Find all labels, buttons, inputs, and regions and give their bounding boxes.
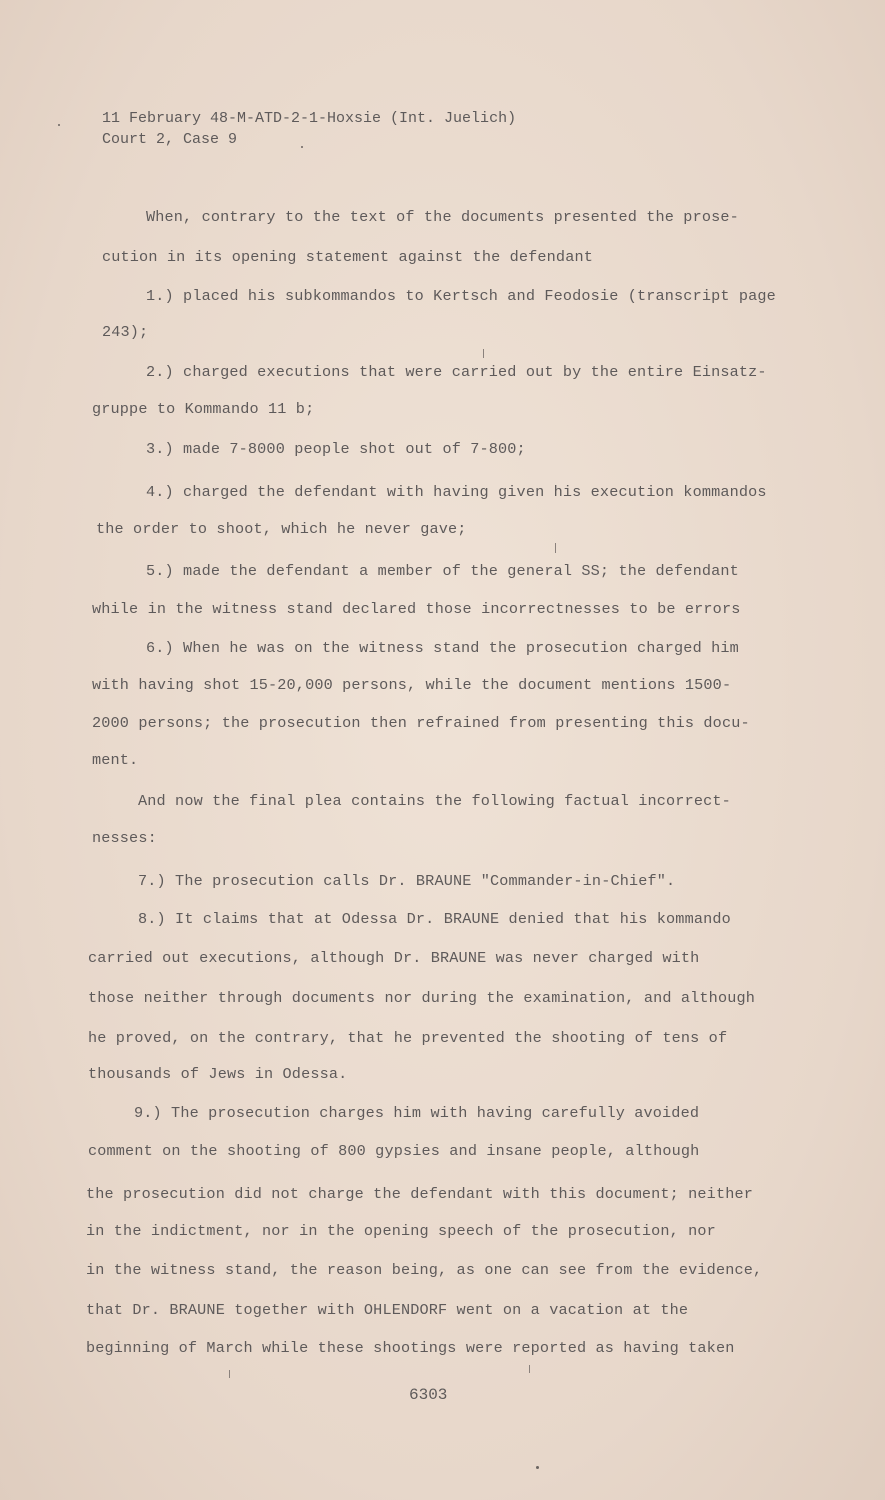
text-line: carried out executions, although Dr. BRAUNE was never charged with xyxy=(88,949,700,967)
text-line: while in the witness stand declared those incorrectnesses to be errors xyxy=(92,600,741,618)
paper-speck xyxy=(536,1466,539,1469)
text-line: that Dr. BRAUNE together with OHLENDORF went on a vacation at the xyxy=(86,1301,689,1319)
text-line: 5.) made the defendant a member of the general SS; the defendant xyxy=(146,562,739,580)
paper-speck xyxy=(58,124,60,126)
text-line: beginning of March while these shootings were reported as having taken xyxy=(86,1339,735,1357)
text-line: nesses: xyxy=(92,829,157,847)
text-line: in the indictment, nor in the opening speech of the prosecution, nor xyxy=(86,1222,716,1240)
text-line: the order to shoot, which he never gave; xyxy=(96,520,467,538)
text-line: 6.) When he was on the witness stand the prosecution charged him xyxy=(146,639,739,657)
text-line: gruppe to Kommando 11 b; xyxy=(92,400,315,418)
paper-mark xyxy=(483,349,484,358)
header-date-line: 11 February 48-M-ATD-2-1-Hoxsie (Int. Juelich) xyxy=(102,110,517,127)
text-line: 2.) charged executions that were carried out by the entire Einsatz- xyxy=(146,363,767,381)
text-line: those neither through documents nor during the examination, and although xyxy=(88,989,756,1007)
text-line: cution in its opening statement against the defendant xyxy=(102,248,593,266)
text-line: 4.) charged the defendant with having given his execution kommandos xyxy=(146,483,767,501)
paper-mark xyxy=(529,1365,530,1373)
page-number: 6303 xyxy=(409,1386,448,1404)
text-line: 2000 persons; the prosecution then refrained from presenting this docu- xyxy=(92,714,750,732)
text-line: he proved, on the contrary, that he prevented the shooting of tens of xyxy=(88,1029,728,1047)
paper-mark xyxy=(229,1370,230,1378)
text-line: 9.) The prosecution charges him with having carefully avoided xyxy=(134,1104,700,1122)
text-line: comment on the shooting of 800 gypsies and insane people, although xyxy=(88,1142,700,1160)
text-line: When, contrary to the text of the documents presented the prose- xyxy=(146,208,739,226)
text-line: in the witness stand, the reason being, as one can see from the evidence, xyxy=(86,1261,763,1279)
text-line: 243); xyxy=(102,323,149,341)
paper-speck xyxy=(301,146,303,148)
document-header xyxy=(102,108,516,150)
text-line: ment. xyxy=(92,751,139,769)
header-court-line: Court 2, Case 9 xyxy=(102,131,238,148)
text-line: 3.) made 7-8000 people shot out of 7-800; xyxy=(146,440,526,458)
text-line: 1.) placed his subkommandos to Kertsch and Feodosie (transcript page xyxy=(146,287,776,305)
text-line: And now the final plea contains the following factual incorrect- xyxy=(138,792,731,810)
text-line: with having shot 15-20,000 persons, while the document mentions 1500- xyxy=(92,676,732,694)
paper-mark xyxy=(555,543,556,553)
text-line: 8.) It claims that at Odessa Dr. BRAUNE denied that his kommando xyxy=(138,910,731,928)
text-line: thousands of Jews in Odessa. xyxy=(88,1065,348,1083)
text-line: the prosecution did not charge the defendant with this document; neither xyxy=(86,1185,754,1203)
text-line: 7.) The prosecution calls Dr. BRAUNE "Commander-in-Chief". xyxy=(138,872,676,890)
